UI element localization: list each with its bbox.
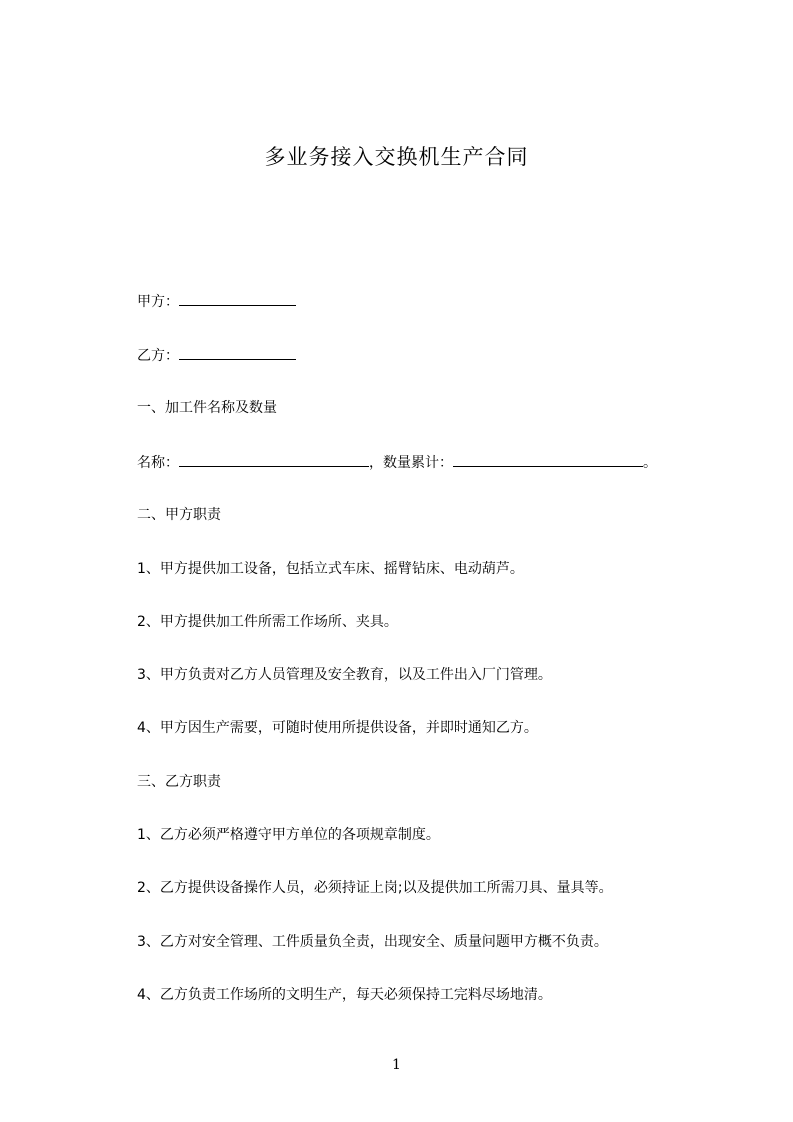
party-b-line xyxy=(137,345,296,366)
section2-item: 3、甲方负责对乙方人员管理及安全教育，以及工件出入厂门管理。 xyxy=(137,667,552,683)
quantity-label: ，数量累计： xyxy=(369,455,453,471)
section3-heading: 三、乙方职责 xyxy=(137,774,221,790)
name-label: 名称： xyxy=(137,455,179,471)
section3-item: 1、乙方必须严格遵守甲方单位的各项规章制度。 xyxy=(137,827,440,843)
document-title: 多业务接入交换机生产合同 xyxy=(264,145,529,169)
section2-heading: 二、甲方职责 xyxy=(137,507,221,523)
section3-item: 4、乙方负责工作场所的文明生产，每天必须保持工完料尽场地清。 xyxy=(137,987,552,1003)
section3-item: 3、乙方对安全管理、工件质量负全责，出现安全、质量问题甲方概不负责。 xyxy=(137,934,608,950)
section2-item: 4、甲方因生产需要，可随时使用所提供设备，并即时通知乙方。 xyxy=(137,720,538,736)
section2-item: 1、甲方提供加工设备，包括立式车床、摇臂钻床、电动葫芦。 xyxy=(137,561,524,577)
page-number: 1 xyxy=(392,1057,401,1073)
quantity-end: 。 xyxy=(643,455,657,471)
section1-heading: 一、加工件名称及数量 xyxy=(137,400,277,416)
party-a-line xyxy=(137,291,296,312)
quantity-blank xyxy=(453,452,643,467)
party-a-blank xyxy=(179,291,296,306)
name-blank xyxy=(179,452,369,467)
party-a-label: 甲方： xyxy=(137,294,179,310)
name-quantity-line xyxy=(137,452,657,473)
party-b-label: 乙方： xyxy=(137,348,179,364)
party-b-blank xyxy=(179,345,296,360)
section3-item: 2、乙方提供设备操作人员，必须持证上岗;以及提供加工所需刀具、量具等。 xyxy=(137,880,613,896)
section2-item: 2、甲方提供加工件所需工作场所、夹具。 xyxy=(137,614,398,630)
